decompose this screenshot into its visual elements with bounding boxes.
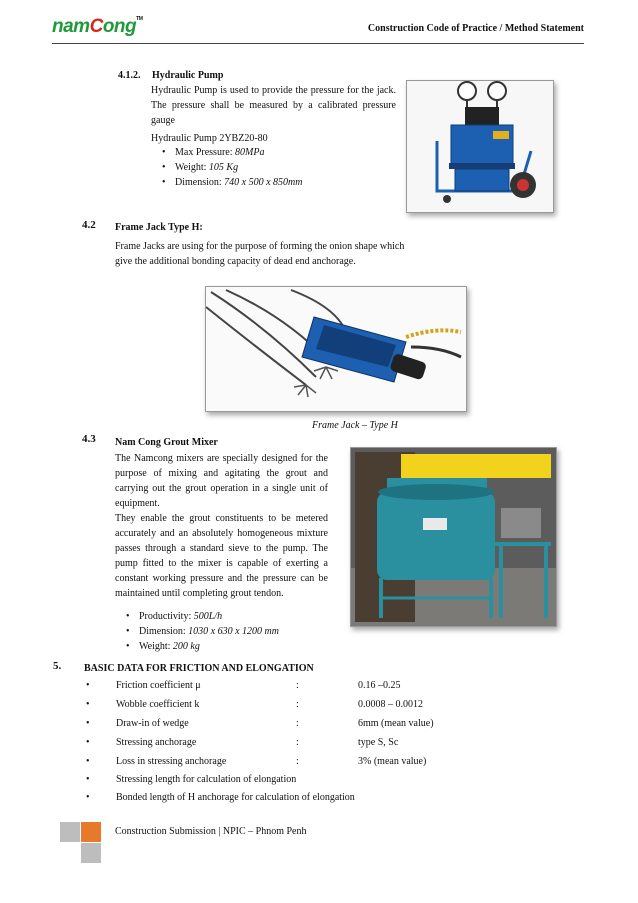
spec-value: 80MPa [235,147,265,158]
footer-square-gray-lower [81,843,101,863]
spec-value: 200 kg [172,641,200,652]
row-label: Friction coefficient μ [116,680,201,691]
bullet-icon: • [86,774,90,785]
row-value: 0.0008 – 0.0012 [358,699,423,710]
section-4-2-title: Frame Jack Type H: [115,222,203,233]
row-label: Loss in stressing anchorage [116,756,227,767]
hydraulic-pump-paragraph: Hydraulic Pump is used to provide the pressure for the jack. The pressure shall be measured by a calibrated pressure gauge [151,85,396,126]
section-4-1-2-title: Hydraulic Pump [152,70,224,81]
section-5-number: 5. [53,660,62,672]
spec-value: 500L/h [193,611,223,622]
logo-text-nam: nam [52,16,90,37]
grout-mixer-paragraph-1: The Namcong mixers are specially designed for the purpose of mixing and agitating the grout and carrying out the grout operation in a single unit of equipment. [115,453,328,509]
grout-mixer-illustration [351,448,556,626]
grout-mixer-specs [124,609,279,654]
bullet-icon: • [86,792,90,803]
list-item [124,609,279,624]
grout-mixer-photo [350,447,557,627]
row-colon: : [296,756,299,767]
bullet-icon: • [86,756,90,767]
list-item [124,639,279,654]
row-label: Stressing length for calculation of elongation [116,774,297,785]
footer-square-gray [60,822,80,842]
frame-jack-illustration [206,287,466,411]
section-4-3-title: Nam Cong Grout Mixer [115,437,218,448]
row-value: 3% (mean value) [358,756,427,767]
hydraulic-pump-illustration [407,81,553,212]
logo-letter-c: C [89,16,103,37]
hydraulic-pump-specs [160,145,303,190]
frame-jack-caption: Frame Jack – Type H [312,420,398,431]
row-colon: : [296,718,299,729]
logo-trademark: TM [136,16,143,22]
frame-jack-paragraph: Frame Jacks are using for the purpose of forming the onion shape which give the additional bonding capacity of dead end anchorage. [115,241,405,267]
spec-label: Weight: [175,162,209,173]
row-value: 6mm (mean value) [358,718,434,729]
row-label: Draw-in of wedge [116,718,189,729]
header-title: Construction Code of Practice / Method Statement [367,23,584,34]
spec-value: 1030 x 630 x 1200 mm [188,626,279,637]
spec-value: 105 Kg [208,162,239,173]
list-item [160,145,303,160]
spec-label: Max Pressure: [175,147,235,158]
spec-label: Dimension: [175,177,225,188]
row-label: Bonded length of H anchorage for calculation of elongation [116,792,355,803]
bullet-icon: • [86,680,90,691]
spec-label: Weight: [139,641,173,652]
section-4-3-number: 4.3 [82,433,96,445]
spec-value: 740 x 500 x 850mm [224,177,303,188]
grout-mixer-paragraph-2: They enable the grout constituents to be metered accurately and an absolutely homogeneous mixture passes through a standard sieve to the pump. The pump fitted to the mixer is capable of exerting a constant working pressure and the pressure can be maintained until completing grout tendon. [115,513,328,599]
section-5-title: BASIC DATA FOR FRICTION AND ELONGATION [84,663,314,674]
hydraulic-pump-photo [406,80,554,213]
footer-text: Construction Submission | NPIC – Phnom Penh [115,826,307,837]
row-label: Stressing anchorage [116,737,197,748]
bullet-icon: • [86,699,90,710]
hydraulic-pump-model: Hydraulic Pump 2YBZ20-80 [151,133,268,144]
row-colon: : [296,680,299,691]
spec-label: Productivity: [139,611,194,622]
bullet-icon: • [86,737,90,748]
logo-text-ong: ong [102,16,137,37]
list-item [160,175,303,190]
row-colon: : [296,737,299,748]
section-4-2-number: 4.2 [82,219,96,231]
row-colon: : [296,699,299,710]
row-value: type S, Sc [358,737,399,748]
section-4-1-2-number: 4.1.2. [118,70,141,81]
frame-jack-photo [205,286,467,412]
spec-label: Dimension: [139,626,189,637]
bullet-icon: • [86,718,90,729]
list-item [124,624,279,639]
footer-square-orange [81,822,101,842]
row-label: Wobble coefficient k [116,699,200,710]
header-divider [52,43,584,44]
namcong-logo [52,16,142,38]
list-item [160,160,303,175]
row-value: 0.16 –0.25 [358,680,401,691]
